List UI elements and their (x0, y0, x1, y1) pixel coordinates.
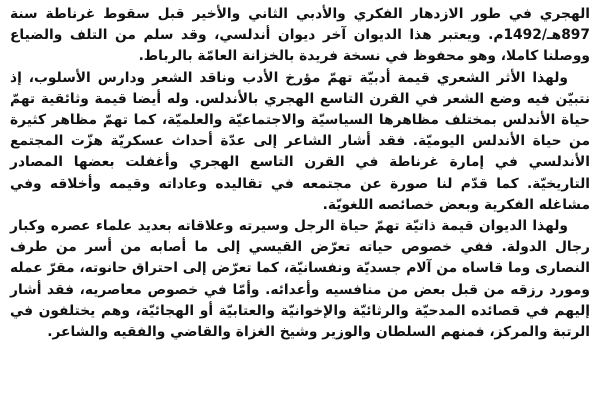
paragraph-personal-value: ولهذا الديوان قيمة ذاتيّة تهمّ حياة الرجل وسيرته وعلاقاته بعديد علماء عصره وكبار رجال الدولة. ففي خصوص حياته تعرّض القيسي إلى ما أصابه من أسر من طرف النصارى وما قاساه من آلام جسديّة ونفسانيّة، كما تعرّض إلى احتراق حانوته، مقرّ عمله ومورد رزقه من قبل بعض من منافسيه وأعدائه. وأمّا في خصوص معاصريه، فقد أشار إليهم في قصائده المدحيّة والرثائيّة والإخوانيّة والعتابيّة أو الهجائيّة، وهم يختلفون في الرتبة والمركز، فمنهم السلطان والوزير وشيخ الغزاة والقاضي والفقيه والشاعر. (10, 218, 590, 341)
paragraph-intro: الهجري في طور الازدهار الفكري والأدبي الثاني والأخير قبل سقوط غرناطة سنة 897هـ/1492م. ويعتبر هذا الديوان آخر ديوان أندلسي، وقد سلم من التلف والضياع ووصلنا كاملا، وهو محفوظ في نسخة فريدة بالخزانة العامّة بالرباط. (10, 6, 590, 65)
paragraph-literary-value: ولهذا الأثر الشعري قيمة أدبيّة تهمّ مؤرخ الأدب وناقد الشعر ودارس الأسلوب، إذ نتبيّن فيه وضع الشعر في القرن التاسع الهجري بالأندلس. وله أيضا قيمة وثائقية تهمّ حياة الأندلس بمختلف مظاهرها السياسيّة والاجتماعيّة والعلميّة، كما تهمّ مظاهر كثيرة من حياة الأندلس اليوميّة. فقد أشار الشاعر إلى عدّة أحداث عسكريّة هزّت المجتمع الأندلسي في إمارة غرناطة في القرن التاسع الهجري وأغفلت بعضها المصادر التاريخيّة. كما قدّم لنا صورة عن مجتمعه في تقاليده وعاداته وقيمه وأخلاقه وفي مشاغله الفكرية وبعض خصائصه اللغويّة. (10, 69, 590, 213)
